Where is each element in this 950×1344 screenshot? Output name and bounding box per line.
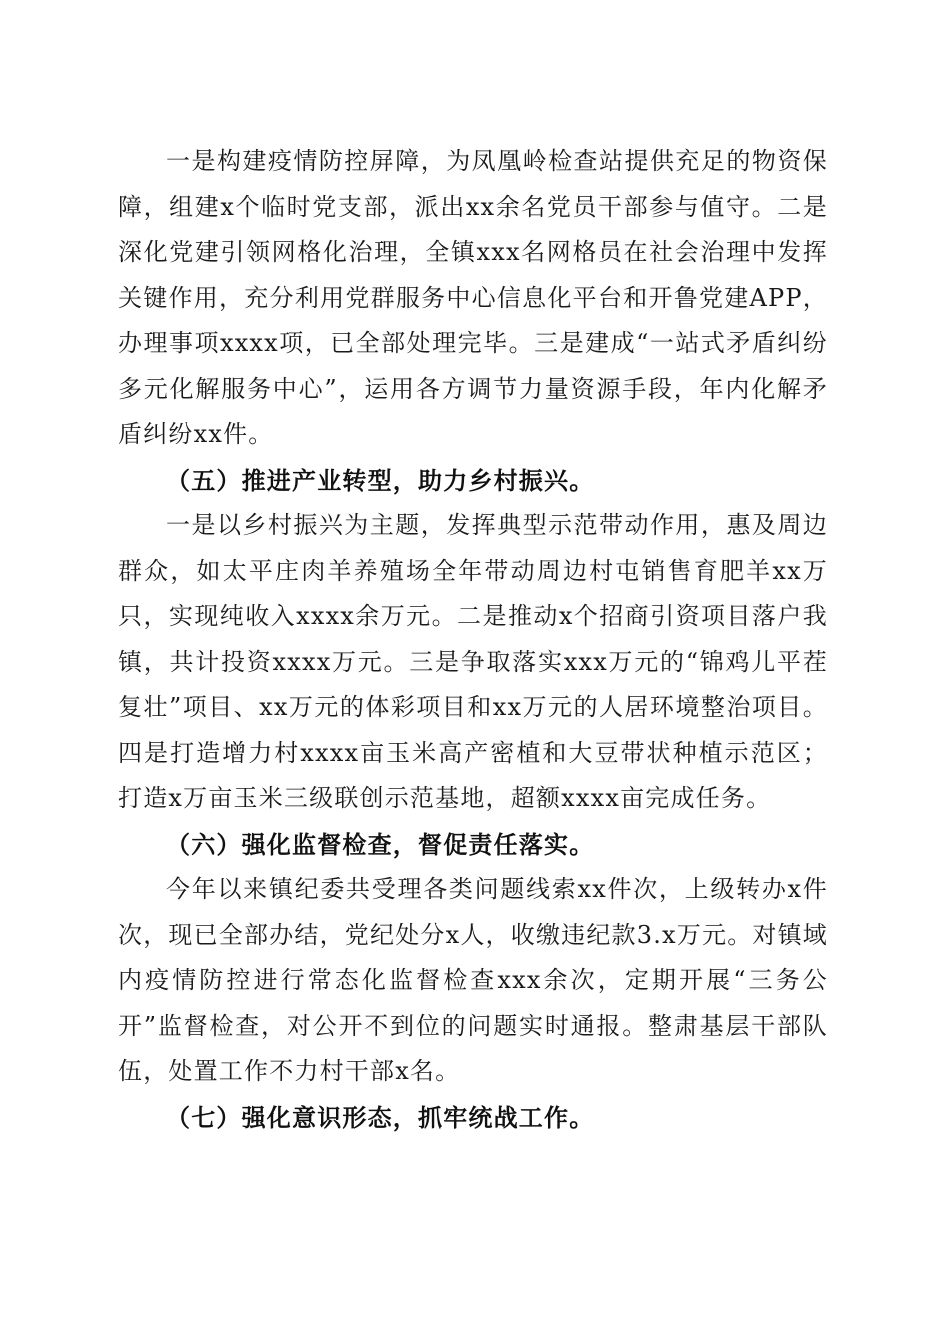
paragraph-supervision: 今年以来镇纪委共受理各类问题线索xx件次，上级转办x件次，现已全部办结，党纪处分x人，收缴违纪款3.x万元。对镇域内疫情防控进行常态化监督检查xxx余次，定期开展“三务公开”监督检查，对公开不到位的问题实时通报。整肃基层干部队伍，处置工作不力村干部x名。 <box>118 875 828 1085</box>
section-heading-6: （六）强化监督检查，督促责任落实。 <box>166 829 595 859</box>
document-body <box>118 139 828 1140</box>
section-heading-7: （七）强化意识形态，抓牢统战工作。 <box>166 1102 595 1132</box>
paragraph-party-building: 一是构建疫情防控屏障，为凤凰岭检查站提供充足的物资保障，组建x个临时党支部，派出xx余名党员干部参与值守。二是深化党建引领网格化治理，全镇xxx名网格员在社会治理中发挥关键作用，充分利用党群服务中心信息化平台和开鲁党建APP，办理事项xxxx项，已全部处理完毕。三是建成“一站式矛盾纠纷多元化解服务中心”，运用各方调节力量资源手段，年内化解矛盾纠纷xx件。 <box>118 147 828 448</box>
paragraph-industry-transformation: 一是以乡村振兴为主题，发挥典型示范带动作用，惠及周边群众，如太平庄肉羊养殖场全年带动周边村屯销售育肥羊xx万只，实现纯收入xxxx余万元。二是推动x个招商引资项目落户我镇，共计投资xxxx万元。三是争取落实xxx万元的“锦鸡儿平茬复壮”项目、xx万元的体彩项目和xx万元的人居环境整治项目。四是打造增力村xxxx亩玉米高产密植和大豆带状种植示范区；打造x万亩玉米三级联创示范基地，超额xxxx亩完成任务。 <box>118 511 828 812</box>
section-heading-5: （五）推进产业转型，助力乡村振兴。 <box>166 465 595 495</box>
